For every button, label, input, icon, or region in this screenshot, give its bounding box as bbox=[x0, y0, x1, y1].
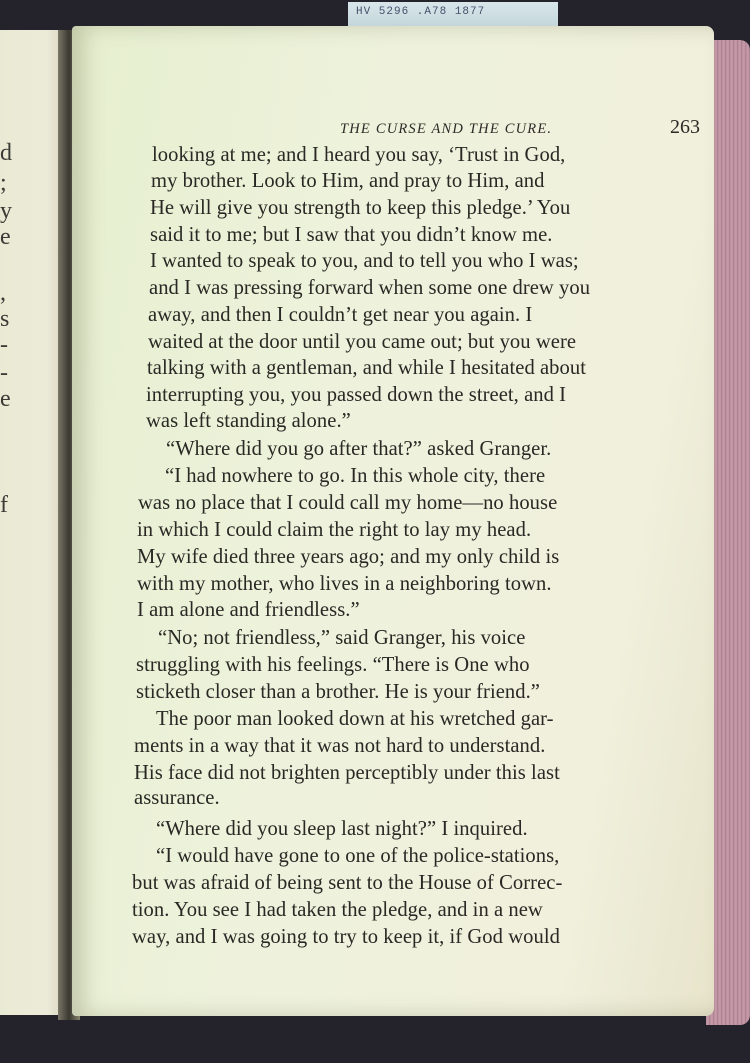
text-line: interrupting you, you passed down the street, and I bbox=[146, 384, 567, 406]
text-line: My wife died three years ago; and my only child is bbox=[137, 546, 560, 568]
text-line: waited at the door until you came out; but you were bbox=[148, 331, 577, 353]
text-line: and I was pressing forward when some one drew you bbox=[149, 277, 591, 299]
left-page-fragment: ; bbox=[0, 170, 7, 196]
text-line: I am alone and friendless.” bbox=[137, 599, 360, 621]
text-line: way, and I was going to try to keep it, if God would bbox=[132, 926, 560, 948]
text-line: “No; not friendless,” said Granger, his voice bbox=[158, 627, 526, 649]
text-line: struggling with his feelings. “There is One who bbox=[136, 654, 530, 676]
text-line: sticketh closer than a brother. He is your friend.” bbox=[136, 681, 540, 703]
left-page-fragment: f bbox=[0, 492, 8, 518]
running-head: THE CURSE AND THE CURE. bbox=[340, 121, 553, 137]
text-line: away, and then I couldn’t get near you again. I bbox=[148, 304, 533, 326]
left-page-fragment: d bbox=[0, 140, 12, 166]
page-number: 263 bbox=[670, 116, 700, 138]
left-page-fragment: e bbox=[0, 386, 11, 412]
page-body-text bbox=[72, 26, 714, 1016]
text-line: tion. You see I had taken the pledge, and in a new bbox=[132, 899, 543, 921]
left-page-fragment: s bbox=[0, 306, 10, 332]
book-page bbox=[72, 26, 714, 1016]
left-page-edge bbox=[0, 30, 66, 1015]
text-line: “Where did you sleep last night?” I inquired. bbox=[156, 818, 528, 840]
text-line: “Where did you go after that?” asked Granger. bbox=[166, 438, 552, 460]
text-line: assurance. bbox=[134, 787, 220, 809]
left-page-fragment: e bbox=[0, 224, 11, 250]
text-line: was no place that I could call my home—no house bbox=[138, 492, 558, 514]
text-line: His face did not brighten perceptibly under this last bbox=[134, 762, 560, 784]
text-line: “I had nowhere to go. In this whole city, there bbox=[165, 465, 546, 487]
library-call-number-label: HV 5296 .A78 1877 bbox=[348, 2, 558, 28]
left-page-fragment: y bbox=[0, 198, 12, 224]
text-line: with my mother, who lives in a neighboring town. bbox=[137, 573, 552, 595]
text-line: said it to me; but I saw that you didn’t know me. bbox=[150, 224, 553, 246]
text-line: He will give you strength to keep this pledge.’ You bbox=[150, 197, 571, 219]
text-line: I wanted to speak to you, and to tell you who I was; bbox=[150, 250, 579, 272]
left-page-fragment: , bbox=[0, 280, 6, 306]
text-line: talking with a gentleman, and while I hesitated about bbox=[147, 357, 586, 379]
text-line: was left standing alone.” bbox=[146, 410, 351, 432]
text-line: The poor man looked down at his wretched gar- bbox=[156, 708, 554, 730]
text-line: my brother. Look to Him, and pray to Him, and bbox=[151, 170, 545, 192]
left-page-fragment: - bbox=[0, 332, 8, 358]
text-line: ments in a way that it was not hard to understand. bbox=[134, 735, 546, 757]
text-line: looking at me; and I heard you say, ‘Trust in God, bbox=[152, 144, 566, 166]
text-line: in which I could claim the right to lay my head. bbox=[137, 519, 532, 541]
text-line: “I would have gone to one of the police-stations, bbox=[156, 845, 560, 867]
left-page-fragment: - bbox=[0, 360, 8, 386]
text-line: but was afraid of being sent to the House of Correc- bbox=[132, 872, 563, 894]
